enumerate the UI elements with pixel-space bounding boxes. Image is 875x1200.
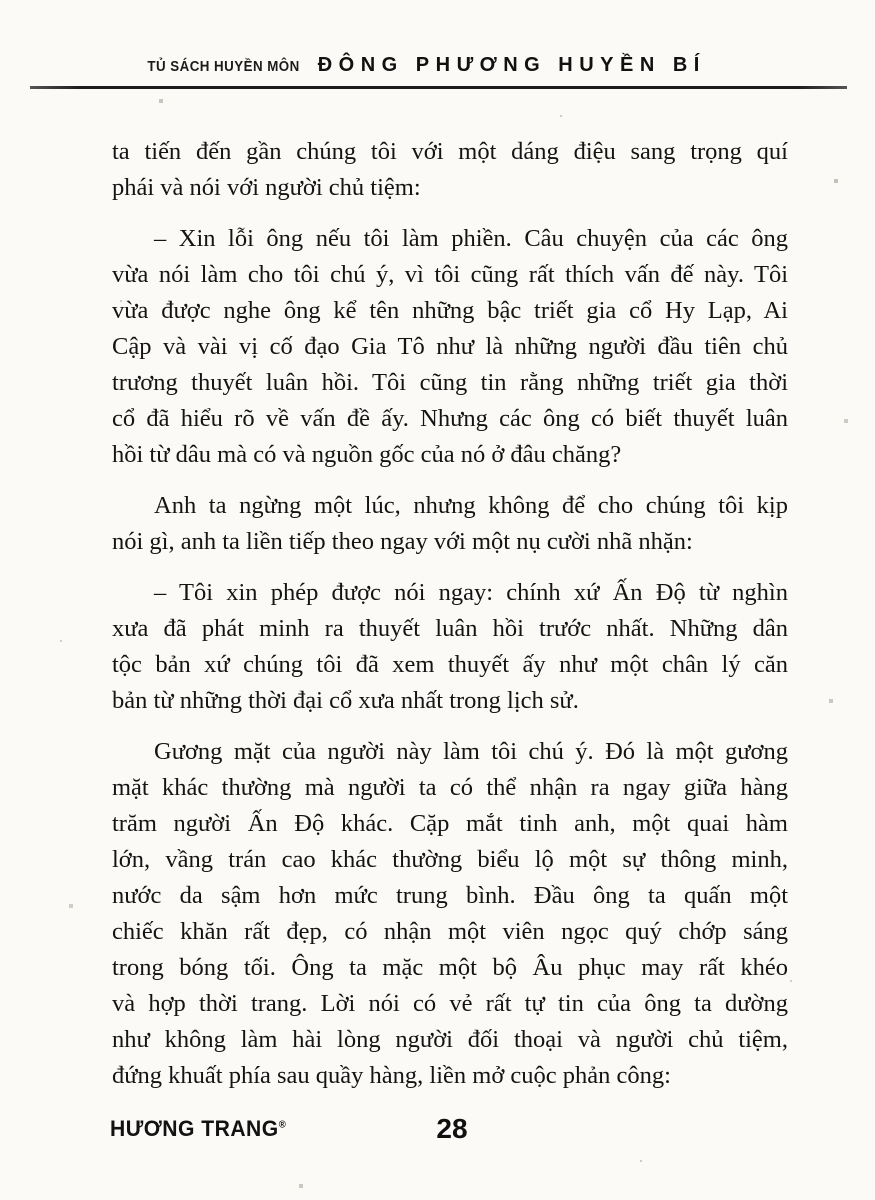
text-line: trong bóng tối. Ông ta mặc một bộ Âu phục may rất khéo xyxy=(112,954,788,981)
text-line: chiếc khăn rất đẹp, có nhận một viên ngọc quý chớp sáng xyxy=(112,918,788,945)
text-line: đứng khuất phía sau quầy hàng, liền mở cuộc phản công: xyxy=(112,1062,671,1089)
text-line: Anh ta ngừng một lúc, nhưng không để cho chúng tôi kịp xyxy=(154,492,788,519)
text-line: hồi từ dâu mà có và nguồn gốc của nó ở đâu chăng? xyxy=(112,441,622,468)
text-line: trăm người Ấn Độ khác. Cặp mắt tinh anh, một quai hàm xyxy=(112,810,788,837)
text-line: vừa nói làm cho tôi chú ý, vì tôi cũng rất thích vấn đế này. Tôi xyxy=(112,261,788,288)
text-line: như không làm hài lòng người đối thoại và người chủ tiệm, xyxy=(112,1026,788,1053)
publisher-logo xyxy=(110,1116,286,1142)
text-line: cổ đã hiểu rõ về vấn đề ấy. Nhưng các ông có biết thuyết luân xyxy=(112,405,788,432)
text-line: nói gì, anh ta liền tiếp theo ngay với một nụ cười nhã nhặn: xyxy=(112,528,693,555)
text-line: nước da sậm hơn mức trung bình. Đầu ông ta quấn một xyxy=(112,882,788,909)
text-line: bản từ những thời đại cổ xưa nhất trong lịch sử. xyxy=(112,687,579,714)
text-line: trương thuyết luân hồi. Tôi cũng tin rằng những triết gia thời xyxy=(112,369,788,396)
text-line: phái và nói với người chủ tiệm: xyxy=(112,174,421,201)
header-rule xyxy=(30,86,847,89)
publisher-name: HƯƠNG TRANG xyxy=(110,1116,279,1141)
page-number: 28 xyxy=(436,1113,468,1144)
text-line: vừa được nghe ông kể tên những bậc triết gia cổ Hy Lạp, Ai xyxy=(112,297,788,324)
text-line: tộc bản xứ chúng tôi đã xem thuyết ấy như một chân lý căn xyxy=(112,651,788,678)
text-line: xưa đã phát minh ra thuyết luân hồi trước nhất. Những dân xyxy=(112,615,788,642)
text-line: lớn, vầng trán cao khác thường biểu lộ một sự thông minh, xyxy=(112,846,788,873)
paragraph xyxy=(112,734,788,1094)
text-line: Cập và vài vị cố đạo Gia Tô như là những người đầu tiên chủ xyxy=(112,333,788,360)
text-line: ta tiến đến gần chúng tôi với một dáng điệu sang trọng quí xyxy=(112,138,788,165)
text-line: mặt khác thường mà người ta có thể nhận ra ngay giữa hàng xyxy=(112,774,788,801)
registered-mark-icon: ® xyxy=(278,1119,287,1131)
text-line: – Tôi xin phép được nói ngay: chính xứ Ấn Độ từ nghìn xyxy=(154,579,788,606)
paragraph xyxy=(112,221,788,473)
book-title: ĐÔNG PHƯƠNG HUYỀN BÍ xyxy=(317,54,706,76)
text-line: và hợp thời trang. Lời nói có vẻ rất tự tin của ông ta dường xyxy=(112,990,788,1017)
page-body xyxy=(112,134,788,1094)
text-line: – Xin lỗi ông nếu tôi làm phiền. Câu chuyện của các ông xyxy=(154,225,788,252)
paragraph xyxy=(112,575,788,719)
running-head xyxy=(134,54,706,77)
paragraph xyxy=(112,134,788,206)
text-line: Gương mặt của người này làm tôi chú ý. Đó là một gương xyxy=(154,738,788,765)
paragraph xyxy=(112,488,788,560)
series-name: TỦ SÁCH HUYỀN MÔN xyxy=(147,59,300,75)
